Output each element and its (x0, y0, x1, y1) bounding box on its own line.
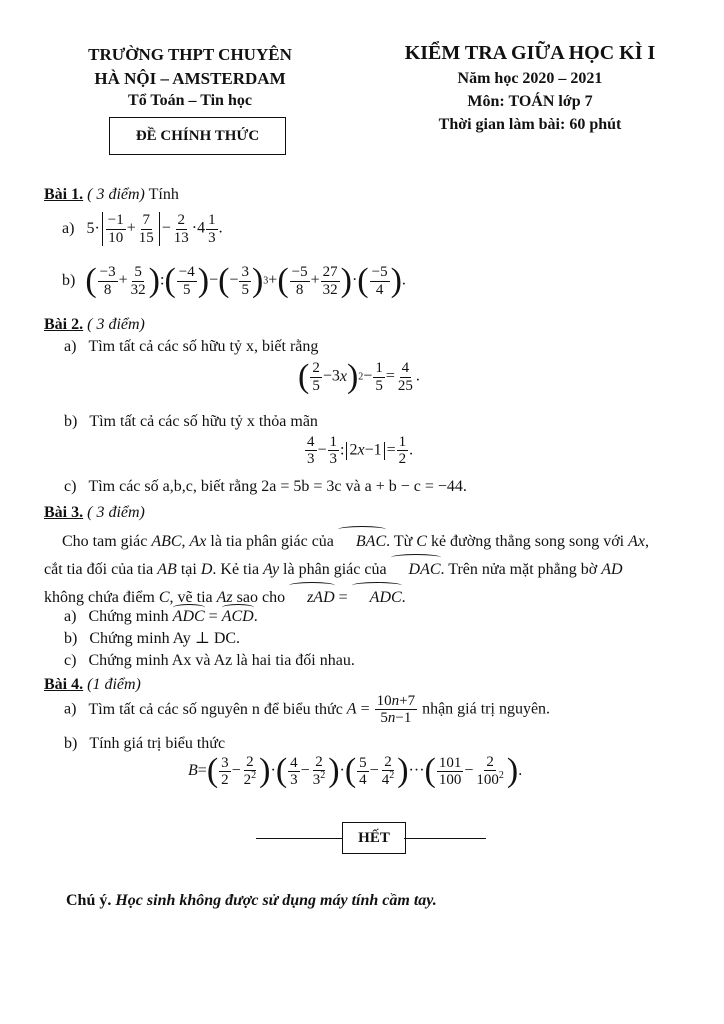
bai1-a-label: a) (62, 220, 75, 237)
bai3-heading (44, 504, 145, 522)
bai2-c-label: c) (64, 478, 77, 495)
footer-note (66, 892, 437, 910)
bai3-c (64, 652, 355, 670)
bai4-b (64, 735, 225, 753)
bai1-b-expression: b) ( $\frac{-3}{8}$ + $\frac{5}{32}$ ):( $\frac{-4}{5}$ )−(− $\frac{3}{5}$ )3+( $\frac{-5}{8}$ + $\frac{27}{32}$ )·( $\frac{-5}{4}$ ). (62, 262, 406, 299)
duration: Thời gian làm bài: 60 phút (438, 116, 622, 133)
bai1-title: Bài 1. (44, 186, 84, 203)
bai3-a-text: Chứng minh (88, 608, 169, 625)
school-year: Năm học 2020 – 2021 (457, 70, 603, 87)
bai4-a-text-post: nhận giá trị nguyên. (422, 700, 551, 718)
bai2-b-equation: $\frac{4}{3}$ − $\frac{1}{3}$ : 2x−1 = $\frac{1}{2}$ . (307, 434, 414, 468)
end-rule-left (256, 838, 342, 839)
bai1-prompt: Tính (148, 186, 179, 203)
bai3-c-label: c) (64, 652, 77, 669)
note-label: Chú ý. (66, 892, 112, 909)
bai3-b-label: b) (64, 630, 78, 647)
bai3-body: Cho tam giác ABC, Ax là tia phân giác của BAC. Từ C kẻ đường thẳng song song với Ax, cắt tia đối của tia AB tại D. Kẻ tia Ay là phân giác của DAC. Trên nửa mặt phẳng bờ AD không chứa điểm C, vẽ tia Az sao cho zAD = ADC. (44, 526, 654, 610)
bai4-a-label: a) (64, 700, 77, 718)
bai3-a: a) Chứng minh ADC = ACD. (64, 604, 258, 626)
bai2-a (64, 338, 318, 356)
bai2-b (64, 413, 318, 431)
bai2-points: ( 3 điểm) (87, 316, 145, 333)
bai1-heading (44, 186, 179, 204)
bai4-a-text-pre: Tìm tất cả các số nguyên n để biểu thức (88, 700, 343, 718)
bai3-title: Bài 3. (44, 504, 84, 521)
bai4-b-text: Tính giá trị biểu thức (89, 735, 226, 752)
bai1-b-label: b) (62, 272, 76, 289)
bai4-heading (44, 676, 141, 694)
bai2-a-text: Tìm tất cả các số hữu tỷ x, biết rằng (88, 338, 319, 355)
bai3-b-text: Chứng minh Ay ⊥ DC. (89, 630, 241, 647)
school-name-line1: TRƯỜNG THPT CHUYÊN (88, 45, 292, 64)
bai3-b (64, 628, 240, 648)
bai2-title: Bài 2. (44, 316, 84, 333)
bai3-c-text: Chứng minh Ax và Az là hai tia đối nhau. (88, 652, 355, 669)
department-name: Tổ Toán – Tin học (128, 92, 252, 109)
bai2-c-text: Tìm các số a,b,c, biết rằng 2a = 5b = 3c và a + b − c = −44. (88, 478, 467, 495)
note-text: Học sinh không được sử dụng máy tính cầm tay. (115, 892, 437, 909)
bai3-a-label: a) (64, 608, 77, 625)
bai4-points: (1 điểm) (87, 676, 141, 693)
bai3-points: ( 3 điểm) (87, 504, 145, 521)
bai2-a-label: a) (64, 338, 77, 355)
bai2-b-text: Tìm tất cả các số hữu tỷ x thỏa mãn (89, 413, 318, 430)
school-name-line2: HÀ NỘI – AMSTERDAM (94, 69, 286, 88)
bai2-a-equation: ( $\frac{2}{5}$ −3x)2− $\frac{1}{5}$ = $\frac{4}{25}$ . (298, 358, 420, 395)
subject: Môn: TOÁN lớp 7 (467, 93, 593, 110)
bai1-a-expression: a) 5· $\frac{-1}{10}$ + $\frac{7}{15}$ − $\frac{2}{13}$ ·4 $\frac{1}{3}$ . (62, 212, 223, 246)
bai4-b-expression: B=( $\frac{3}{2}$ − $\frac{2}{2^2}$ )·( $\frac{4}{3}$ − $\frac{2}{3^2}$ )·( $\frac{5}{4}$ − $\frac{2}{4^2}$ )···( $\frac{101}{100}$ − $\frac{2}{100^2}$ ). (188, 752, 523, 790)
end-rule-right (404, 838, 486, 839)
bai4-b-label: b) (64, 735, 78, 752)
exam-title: KIỂM TRA GIỮA HỌC KÌ I (404, 42, 656, 64)
bai4-a: a) Tìm tất cả các số nguyên n để biểu thức A = $\frac{10n+7}{5n-1}$ nhận giá trị nguyên. (64, 693, 551, 727)
bai2-heading (44, 316, 145, 334)
bai2-b-label: b) (64, 413, 78, 430)
bai4-title: Bài 4. (44, 676, 84, 693)
end-box: HẾT (342, 822, 406, 854)
bai2-c (64, 478, 467, 496)
bai1-points: ( 3 điểm) (87, 186, 145, 203)
official-exam-box: ĐỀ CHÍNH THỨC (109, 117, 286, 155)
